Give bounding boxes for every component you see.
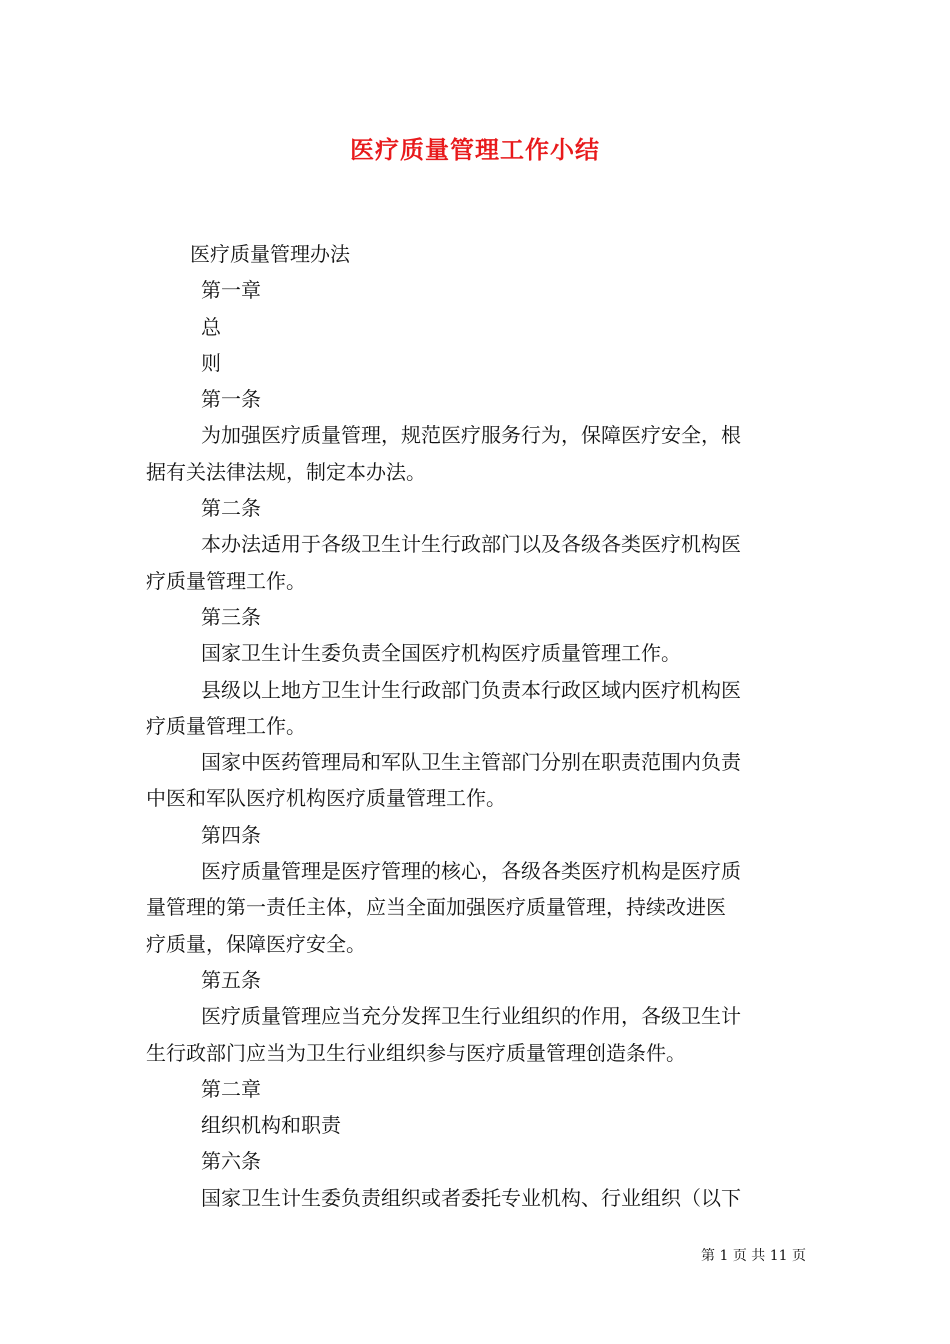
text-line: 为加强医疗质量管理，规范医疗服务行为，保障医疗安全，根 xyxy=(201,423,741,448)
text-line: 医疗质量管理是医疗管理的核心，各级各类医疗机构是医疗质 xyxy=(201,859,741,884)
text-line: 第一章 xyxy=(201,278,261,303)
text-line: 第四条 xyxy=(201,822,261,847)
text-line: 第五条 xyxy=(201,967,261,992)
text-line: 第三条 xyxy=(201,604,261,629)
page-footer: 第 1 页 共 11 页 xyxy=(701,1248,806,1264)
text-line: 第二章 xyxy=(201,1076,261,1101)
text-line: 量管理的第一责任主体，应当全面加强医疗质量管理，持续改进医 xyxy=(146,895,726,920)
text-line: 疗质量，保障医疗安全。 xyxy=(146,931,366,956)
text-line: 生行政部门应当为卫生行业组织参与医疗质量管理创造条件。 xyxy=(146,1040,686,1065)
text-line: 县级以上地方卫生计生行政部门负责本行政区域内医疗机构医 xyxy=(201,677,741,702)
text-line: 组织机构和职责 xyxy=(201,1113,341,1138)
text-line: 医疗质量管理办法 xyxy=(190,242,350,266)
text-line: 第六条 xyxy=(201,1149,261,1174)
text-line: 疗质量管理工作。 xyxy=(146,713,306,738)
text-line: 国家卫生计生委负责全国医疗机构医疗质量管理工作。 xyxy=(201,641,681,666)
text-line: 本办法适用于各级卫生计生行政部门以及各级各类医疗机构医 xyxy=(201,532,741,557)
document-title: 医疗质量管理工作小结 xyxy=(350,135,600,164)
text-line: 国家中医药管理局和军队卫生主管部门分别在职责范围内负责 xyxy=(201,750,741,775)
text-line: 医疗质量管理应当充分发挥卫生行业组织的作用，各级卫生计 xyxy=(201,1004,741,1029)
document-body xyxy=(146,236,806,1216)
text-line: 总 xyxy=(201,314,221,339)
text-line: 疗质量管理工作。 xyxy=(146,568,306,593)
text-line: 第二条 xyxy=(201,496,261,521)
text-line: 第一条 xyxy=(201,387,261,412)
text-line: 国家卫生计生委负责组织或者委托专业机构、行业组织（以下 xyxy=(201,1185,741,1210)
text-line: 中医和军队医疗机构医疗质量管理工作。 xyxy=(146,786,506,811)
text-line: 据有关法律法规，制定本办法。 xyxy=(146,459,426,484)
text-line: 则 xyxy=(201,350,221,375)
